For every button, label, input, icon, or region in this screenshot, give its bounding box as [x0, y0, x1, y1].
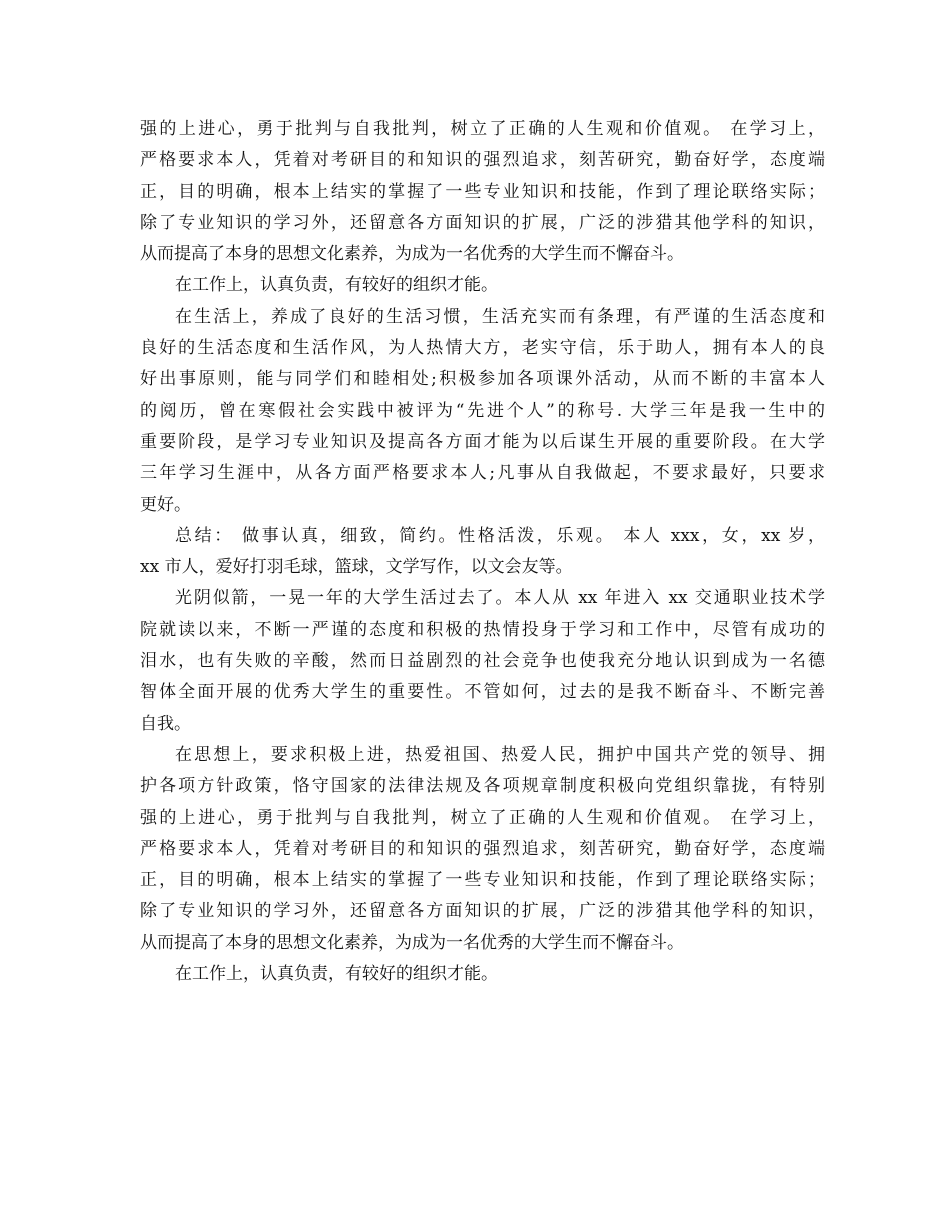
document-text-line: 院就读以来，不断一严谨的态度和积极的热情投身于学习和工作中，尽管有成功的 — [140, 619, 825, 640]
document-body — [140, 114, 825, 990]
document-text-line: 严格要求本人，凭着对考研目的和知识的强烈追求，刻苦研究，勤奋好学，态度端 — [140, 838, 825, 859]
document-text-line: 在工作上，认真负责，有较好的组织才能。 — [175, 964, 498, 985]
document-text-line: 强的上进心，勇于批判与自我批判，树立了正确的人生观和价值观。 在学习上， — [140, 119, 825, 139]
document-text-line: 重要阶段，是学习专业知识及提高各方面才能为以后谋生开展的重要阶段。在大学 — [140, 431, 825, 452]
document-text-line: 智体全面开展的优秀大学生的重要性。不管如何，过去的是我不断奋斗、不断完善 — [140, 682, 825, 703]
document-text-line: 正，目的明确，根本上结实的掌握了一些专业知识和技能，作到了理论联络实际； — [140, 870, 825, 891]
document-text-line: 良好的生活态度和生活作风，为人热情大方，老实守信，乐于助人，拥有本人的良 — [140, 338, 825, 359]
document-text-line: 好出事原则，能与同学们和睦相处;积极参加各项课外活动，从而不断的丰富本人 — [140, 369, 825, 390]
document-text-line: 除了专业知识的学习外，还留意各方面知识的扩展，广泛的涉猎其他学科的知识， — [140, 212, 825, 233]
document-text-line: 自我。 — [140, 713, 191, 734]
document-text-line: 的阅历，曾在寒假社会实践中被评为“先进个人”的称号. 大学三年是我一生中的 — [140, 400, 825, 421]
document-text-line: 在生活上，养成了良好的生活习惯，生活充实而有条理，有严谨的生活态度和 — [175, 306, 825, 327]
document-text-line: 在工作上，认真负责，有较好的组织才能。 — [175, 275, 498, 296]
document-text-line: 从而提高了本身的思想文化素养，为成为一名优秀的大学生而不懈奋斗。 — [140, 932, 684, 953]
document-text-line: 除了专业知识的学习外，还留意各方面知识的扩展，广泛的涉猎其他学科的知识， — [140, 901, 825, 922]
document-text-line: 光阴似箭，一晃一年的大学生活过去了。本人从 xx 年进入 xx 交通职业技术学 — [175, 588, 825, 609]
document-text-line: 护各项方针政策，恪守国家的法律法规及各项规章制度积极向党组织靠拢，有特别 — [140, 776, 825, 797]
document-text-line: 泪水，也有失败的辛酸，然而日益剧烈的社会竞争也使我充分地认识到成为一名德 — [140, 651, 825, 672]
document-text-line: 更好。 — [140, 494, 191, 515]
document-text-line: 强的上进心，勇于批判与自我批判，树立了正确的人生观和价值观。 在学习上， — [140, 807, 825, 828]
document-text-line: 严格要求本人，凭着对考研目的和知识的强烈追求，刻苦研究，勤奋好学，态度端 — [140, 150, 825, 171]
document-text-line: 三年学习生涯中，从各方面严格要求本人;凡事从自我做起，不要求最好，只要求 — [140, 463, 825, 484]
document-text-line: xx 市人，爱好打羽毛球，篮球，文学写作，以文会友等。 — [140, 557, 573, 578]
document-text-line: 在思想上，要求积极上进，热爱祖国、热爱人民，拥护中国共产党的领导、拥 — [175, 744, 825, 765]
document-text-line: 总结： 做事认真，细致，简约。性格活泼，乐观。 本人 xxx，女，xx 岁， — [175, 525, 825, 546]
document-text-line: 从而提高了本身的思想文化素养，为成为一名优秀的大学生而不懈奋斗。 — [140, 244, 684, 265]
document-text-line: 正，目的明确，根本上结实的掌握了一些专业知识和技能，作到了理论联络实际； — [140, 181, 825, 202]
